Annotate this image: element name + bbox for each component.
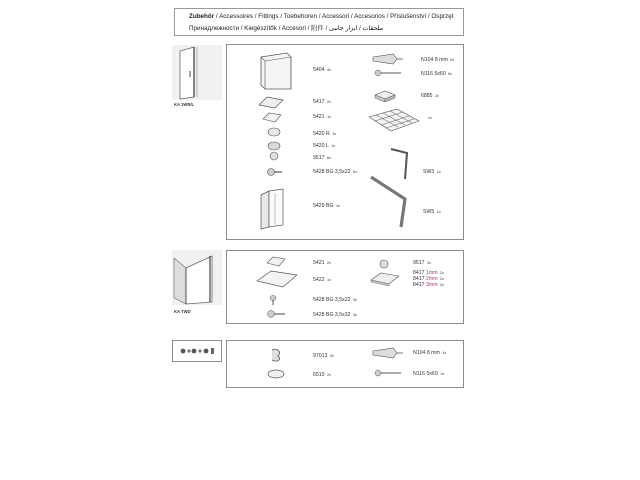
- code: 8417: [413, 282, 425, 288]
- qty: 3x: [329, 354, 334, 358]
- bracket-5404-icon: [259, 53, 293, 91]
- shower-door-twd-icon: [172, 250, 222, 310]
- code: 9517: [313, 155, 325, 161]
- code: 8417: [413, 276, 425, 282]
- plug-9517-icon: [379, 259, 389, 269]
- code: SW5: [423, 209, 435, 215]
- qty: 2x: [327, 100, 332, 104]
- code: 5429 BG: [313, 203, 334, 209]
- profile-5429-icon: [257, 187, 287, 231]
- box3-item-6510: [313, 372, 331, 378]
- code: 5421: [313, 260, 325, 266]
- box1-item-5429: [313, 203, 340, 209]
- qty: 2x: [327, 261, 332, 265]
- cap-5420l-icon: [267, 141, 281, 151]
- code: 5422: [313, 277, 325, 283]
- header-box: [174, 8, 464, 36]
- fittings-strip-icon: [173, 341, 221, 361]
- qty: 3x: [427, 261, 432, 265]
- screw-5428-32-icon: [267, 309, 285, 319]
- code: 5428 BG 3,5x22: [313, 169, 351, 175]
- plate-5417-icon: [259, 97, 283, 109]
- box1-item-5420l: [313, 143, 335, 149]
- accessory-box-1: [226, 44, 464, 240]
- qty: 4x: [327, 68, 332, 72]
- code: N116 5x60: [413, 371, 438, 377]
- box1-item-6885: [421, 93, 439, 99]
- box1-item-n104: [421, 57, 454, 63]
- pad-5421-icon: [267, 257, 285, 267]
- qty: 2x: [435, 94, 440, 98]
- box1-item-5421: [313, 114, 331, 120]
- box1-item-sw5: [423, 209, 441, 215]
- qty: 1x: [442, 351, 447, 355]
- qty: 3x: [352, 298, 357, 302]
- model-label-1: KA 1WR/L: [174, 102, 195, 107]
- code: 6510: [313, 372, 325, 378]
- code: 5428 BG 3,5x32: [313, 312, 351, 318]
- qty: 2x: [439, 271, 444, 275]
- box1-item-5428: [313, 169, 357, 175]
- size: 2mm: [426, 276, 438, 282]
- screw-5428-22-icon: [269, 295, 277, 305]
- qty: 1x: [428, 116, 433, 120]
- code: 9517: [413, 260, 425, 266]
- box3-item-n104: [413, 350, 446, 356]
- model-thumb-2: [172, 250, 222, 310]
- qty: 6x: [352, 170, 357, 174]
- header-line-2: Принадлежности / Kiegészítők / Accesori / 附件 / ملحقات / ابزار جانبی: [189, 25, 384, 32]
- code: 5420 L: [313, 143, 329, 149]
- box1-item-sw3: [423, 169, 441, 175]
- qty: 1x: [331, 144, 336, 148]
- box2-item-5428-22: [313, 297, 357, 303]
- size: 1mm: [426, 270, 438, 276]
- screw-n116-icon: [375, 69, 401, 77]
- screw-n116-icon: [375, 369, 401, 377]
- code: 6885: [421, 93, 433, 99]
- box2-item-8417-3: [413, 282, 444, 288]
- code: 5428 BG 3,5x22: [313, 297, 351, 303]
- qty: 3x: [352, 313, 357, 317]
- tile-grid-icon: [367, 107, 421, 139]
- size: 3mm: [426, 282, 438, 288]
- pad-5421-icon: [263, 113, 281, 123]
- qty: 6x: [327, 156, 332, 160]
- code: 97013: [313, 353, 328, 359]
- clip-97013-icon: [269, 347, 283, 363]
- box1-item-5420r: [313, 131, 336, 137]
- plate-5422-icon: [257, 269, 297, 289]
- code: 8417: [413, 270, 425, 276]
- accessory-box-2: [226, 250, 464, 324]
- model-label-2: KA TWD: [174, 309, 191, 314]
- qty: 1x: [332, 132, 337, 136]
- code: SW3: [423, 169, 435, 175]
- box1-item-n116: [421, 71, 452, 77]
- box2-item-5422: [313, 277, 331, 283]
- accessory-box-3: [226, 340, 464, 388]
- qty: 1x: [335, 204, 340, 208]
- header-line-1-rest: / Accessoires / Fittings / Toebehoren / Accessori / Accesorios / Příslušenství / Osprzęt: [214, 13, 454, 20]
- header-line-1: [189, 13, 453, 20]
- code: N104 8 mm: [413, 350, 440, 356]
- code: N104 8 mm: [421, 57, 448, 63]
- box3-item-97013: [313, 353, 334, 359]
- hex-key-sw5-icon: [367, 173, 417, 229]
- box1-item-9517: [313, 155, 331, 161]
- cap-6510-icon: [267, 369, 285, 379]
- dowel-n104-icon: [373, 347, 403, 359]
- shower-door-1wr-icon: [172, 45, 222, 105]
- qty: 2x: [439, 283, 444, 287]
- screw-5428-icon: [267, 167, 283, 177]
- code: N116 5x60: [421, 71, 446, 77]
- box1-item-tiles: [427, 115, 432, 121]
- qty: 1x: [436, 170, 441, 174]
- qty: 1x: [327, 278, 332, 282]
- code: 5404: [313, 67, 325, 73]
- box2-item-5428-32: [313, 312, 357, 318]
- spacer-8417-icon: [371, 271, 399, 287]
- code: 5421: [313, 114, 325, 120]
- qty: 6x: [450, 58, 455, 62]
- model-thumb-1: [172, 45, 222, 105]
- cap-5420r-icon: [267, 127, 281, 137]
- box2-item-9517: [413, 260, 431, 266]
- box3-item-n116: [413, 371, 444, 377]
- code: 5420 R: [313, 131, 330, 137]
- header-bold-word: Zubehör: [189, 13, 215, 20]
- model-thumb-3: [172, 340, 222, 362]
- qty: 2x: [327, 373, 332, 377]
- plug-9517-icon: [269, 151, 279, 161]
- box2-item-5421: [313, 260, 331, 266]
- code: 5417: [313, 99, 325, 105]
- block-6885-icon: [373, 89, 397, 103]
- box1-item-5404: [313, 67, 331, 73]
- dowel-n104-icon: [373, 53, 403, 65]
- qty: 1x: [327, 115, 332, 119]
- qty: 6x: [448, 72, 453, 76]
- qty: 2x: [439, 277, 444, 281]
- qty: 1x: [436, 210, 441, 214]
- box1-item-5417: [313, 99, 331, 105]
- qty: 1x: [440, 372, 445, 376]
